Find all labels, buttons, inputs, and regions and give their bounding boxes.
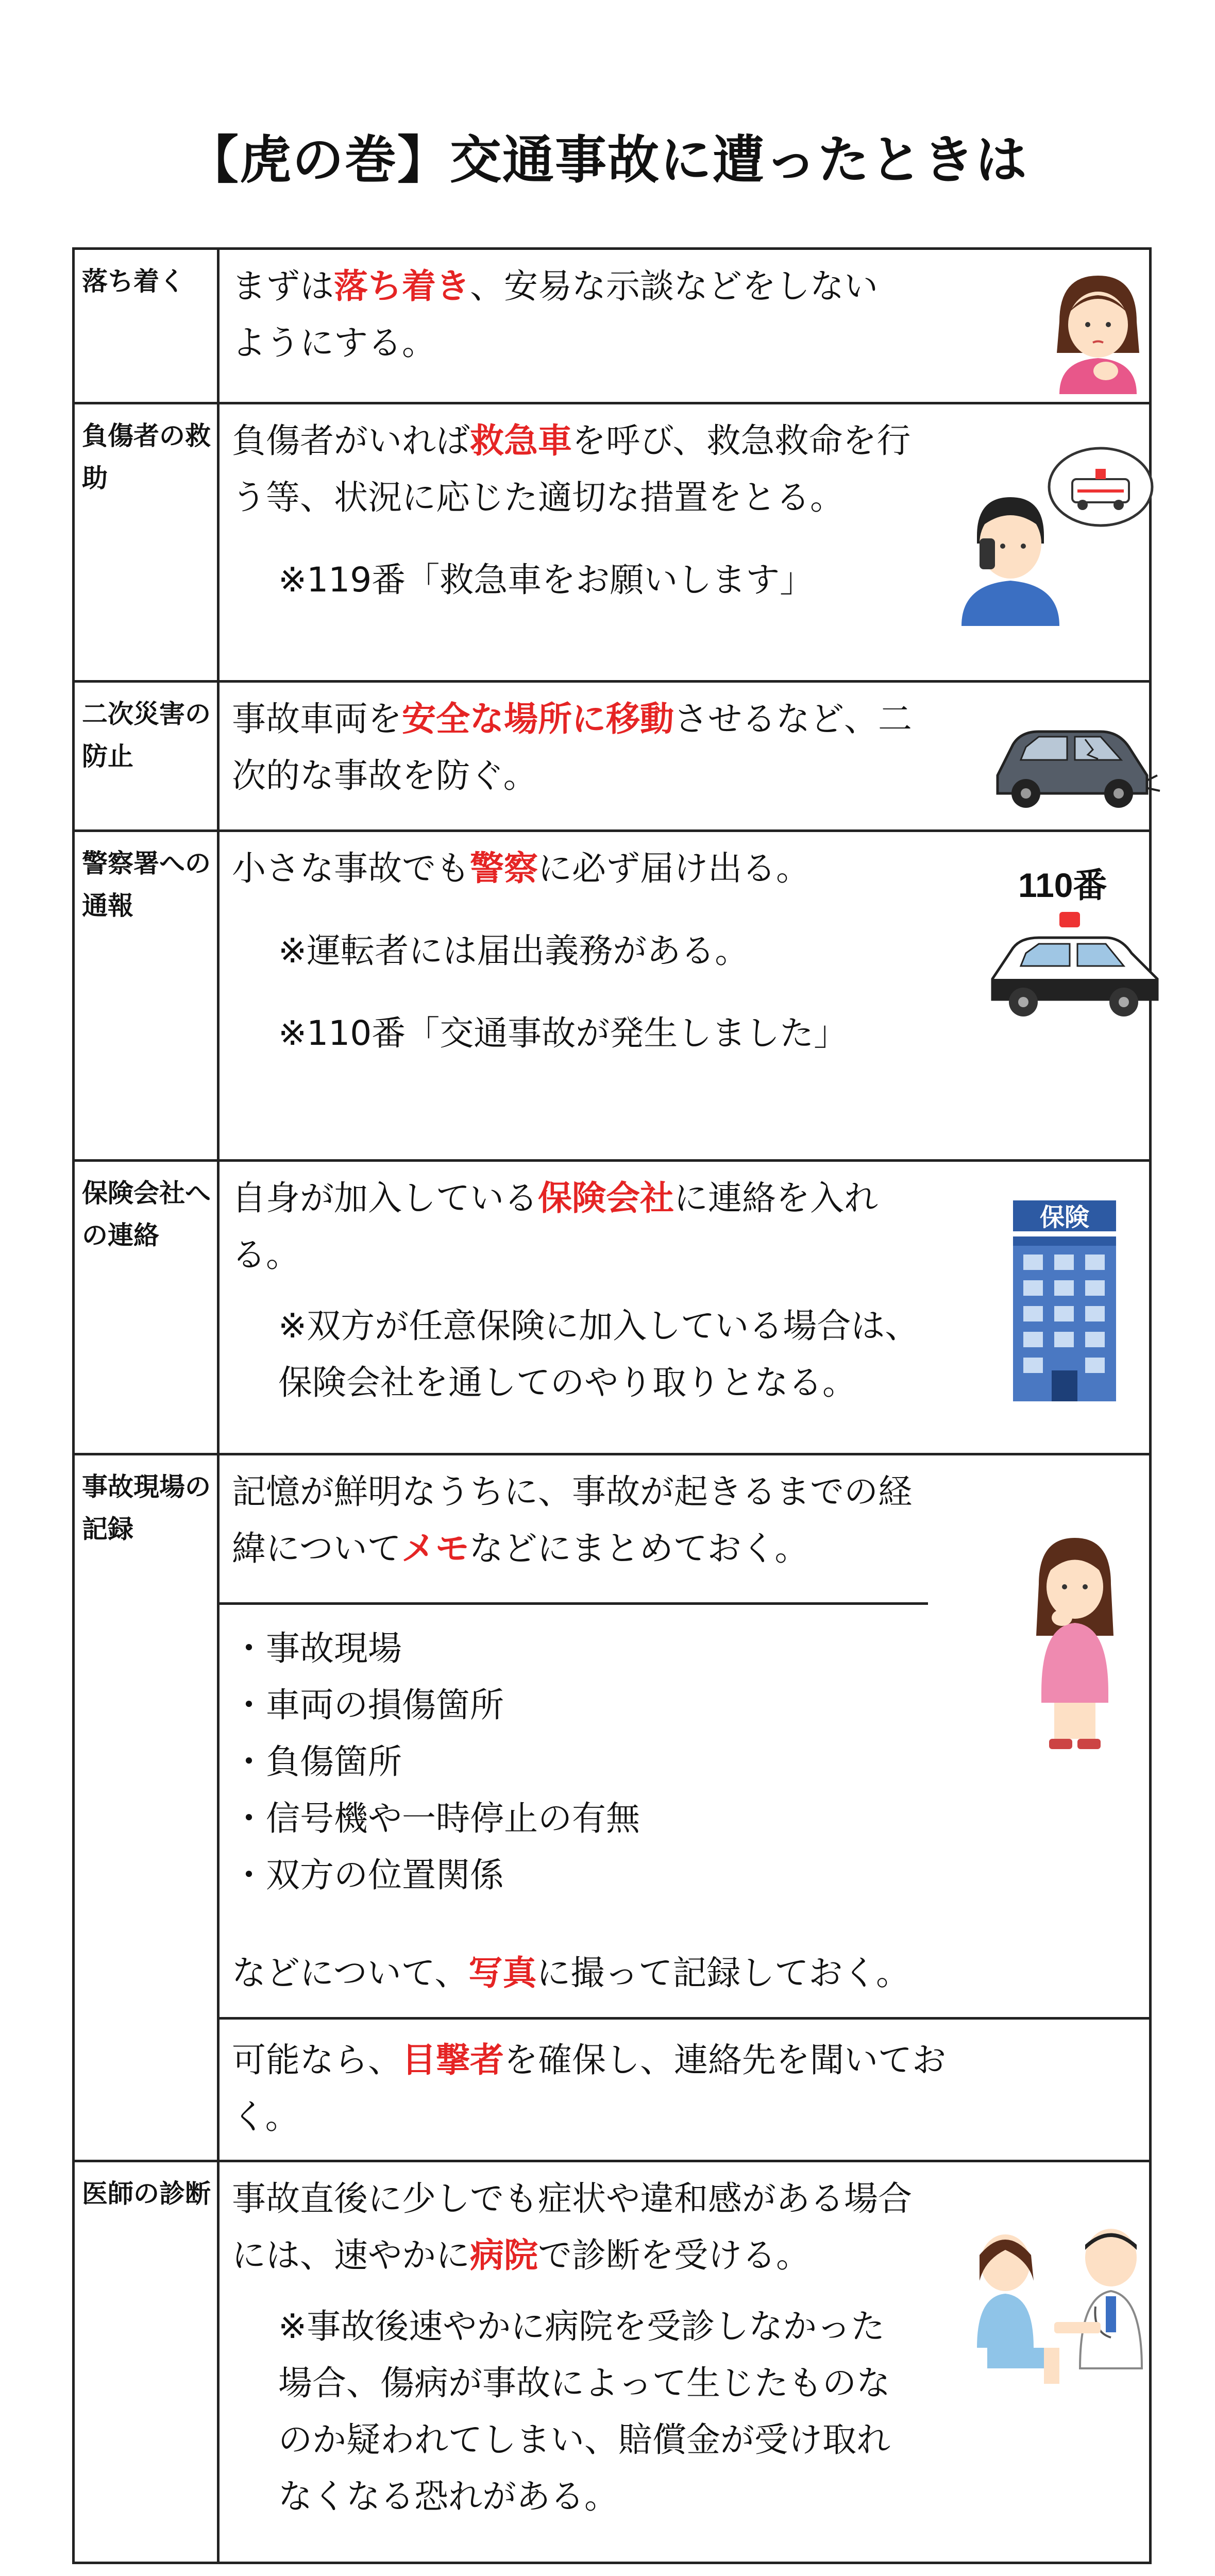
row-text: 自身が加入している保険会社に連絡を入れる。 ※双方が任意保険に加入している場合は、保険会社を通してのやり取りとなる。 [220,1162,1149,1419]
list-item: ・ 双方の位置関係 [232,1847,1134,1904]
police-number-label: 110番 [1018,866,1107,904]
police-car-icon [982,907,1168,1025]
row-label: 保険会社への連絡 [74,1161,218,1454]
row-text: などについて、写真に撮って記録しておく。 [232,1953,910,1993]
doctor-patient-icon [956,2214,1173,2389]
row-note: ※運転者には届出義務がある。 [278,931,749,971]
calm-woman-icon [1039,265,1157,394]
row-note: ※事故後速やかに病院を受診しなかった場合、傷病が事故によって生じたものなのか疑われてしまい、賠償金が受け取れなくなる恐れがある。 [278,2307,890,2516]
row-label: 警察署への通報 [74,831,218,1161]
divider [220,1602,928,1605]
list-item: ・ 事故現場 [232,1620,1134,1677]
table-row [74,831,1151,1161]
row-text: 負傷者がいれば救急車を呼び、救急救命を行う等、状況に応じた適切な措置をとる。 ※119番「救急車をお願いします」 [220,404,1149,617]
row-label: 事故現場の記録 [74,1454,218,2161]
row-note: ※110番「交通事故が発生しました」 [278,1013,848,1053]
row-text: 事故車両を安全な場所に移動させるなど、二次的な事故を防ぐ。 [232,699,912,795]
record-checklist [232,1620,1134,1904]
row-text: 小さな事故でも警察に必ず届け出る。 ※運転者には届出義務がある。 ※110番「交通事故が発生しました」 [220,832,1149,1070]
row-note: ※双方が任意保険に加入している場合は、保険会社を通してのやり取りとなる。 [278,1306,919,1402]
table-row [74,403,1151,682]
guide-table [72,247,1152,2564]
damaged-car-icon [982,703,1162,817]
list-item: ・ 車両の損傷箇所 [232,1677,1134,1734]
table-row [74,682,1151,831]
list-item: ・ 信号機や一時停止の有無 [232,1790,1134,1847]
page-title: 【虎の巻】交通事故に遭ったときは [187,130,1028,190]
row-label: 医師の診断 [74,2161,218,2563]
row-text: まずは落ち着き、安易な示談などをしないようにする。 [232,266,878,363]
list-item: ・ 負傷箇所 [232,1734,1134,1790]
table-row [74,249,1151,403]
row-note: ※119番「救急車をお願いします」 [278,560,814,600]
table-row [74,1161,1151,1454]
table-row [74,1454,1151,2161]
row-label: 負傷者の救助 [74,403,218,682]
row-text: 可能なら、目撃者を確保し、連絡先を聞いておく。 [220,2017,1149,2160]
table-row [74,2161,1151,2563]
building-sign: 保険 [1039,1203,1089,1232]
row-text: 記憶が鮮明なうちに、事故が起きるまでの経緯についてメモなどにまとめておく。 [232,1472,912,1568]
thinking-woman-icon [1013,1522,1137,1754]
phone-call-icon [951,440,1157,626]
row-label: 二次災害の防止 [74,682,218,831]
row-text: 事故直後に少しでも症状や違和感がある場合には、速やかに病院で診断を受ける。 ※事故後速やかに病院を受診しなかった場合、傷病が事故によって生じたものなのか疑われてしまい、賠償金が受け取れなくなる恐れがある。 [220,2162,1149,2533]
row-label: 落ち着く [74,249,218,403]
